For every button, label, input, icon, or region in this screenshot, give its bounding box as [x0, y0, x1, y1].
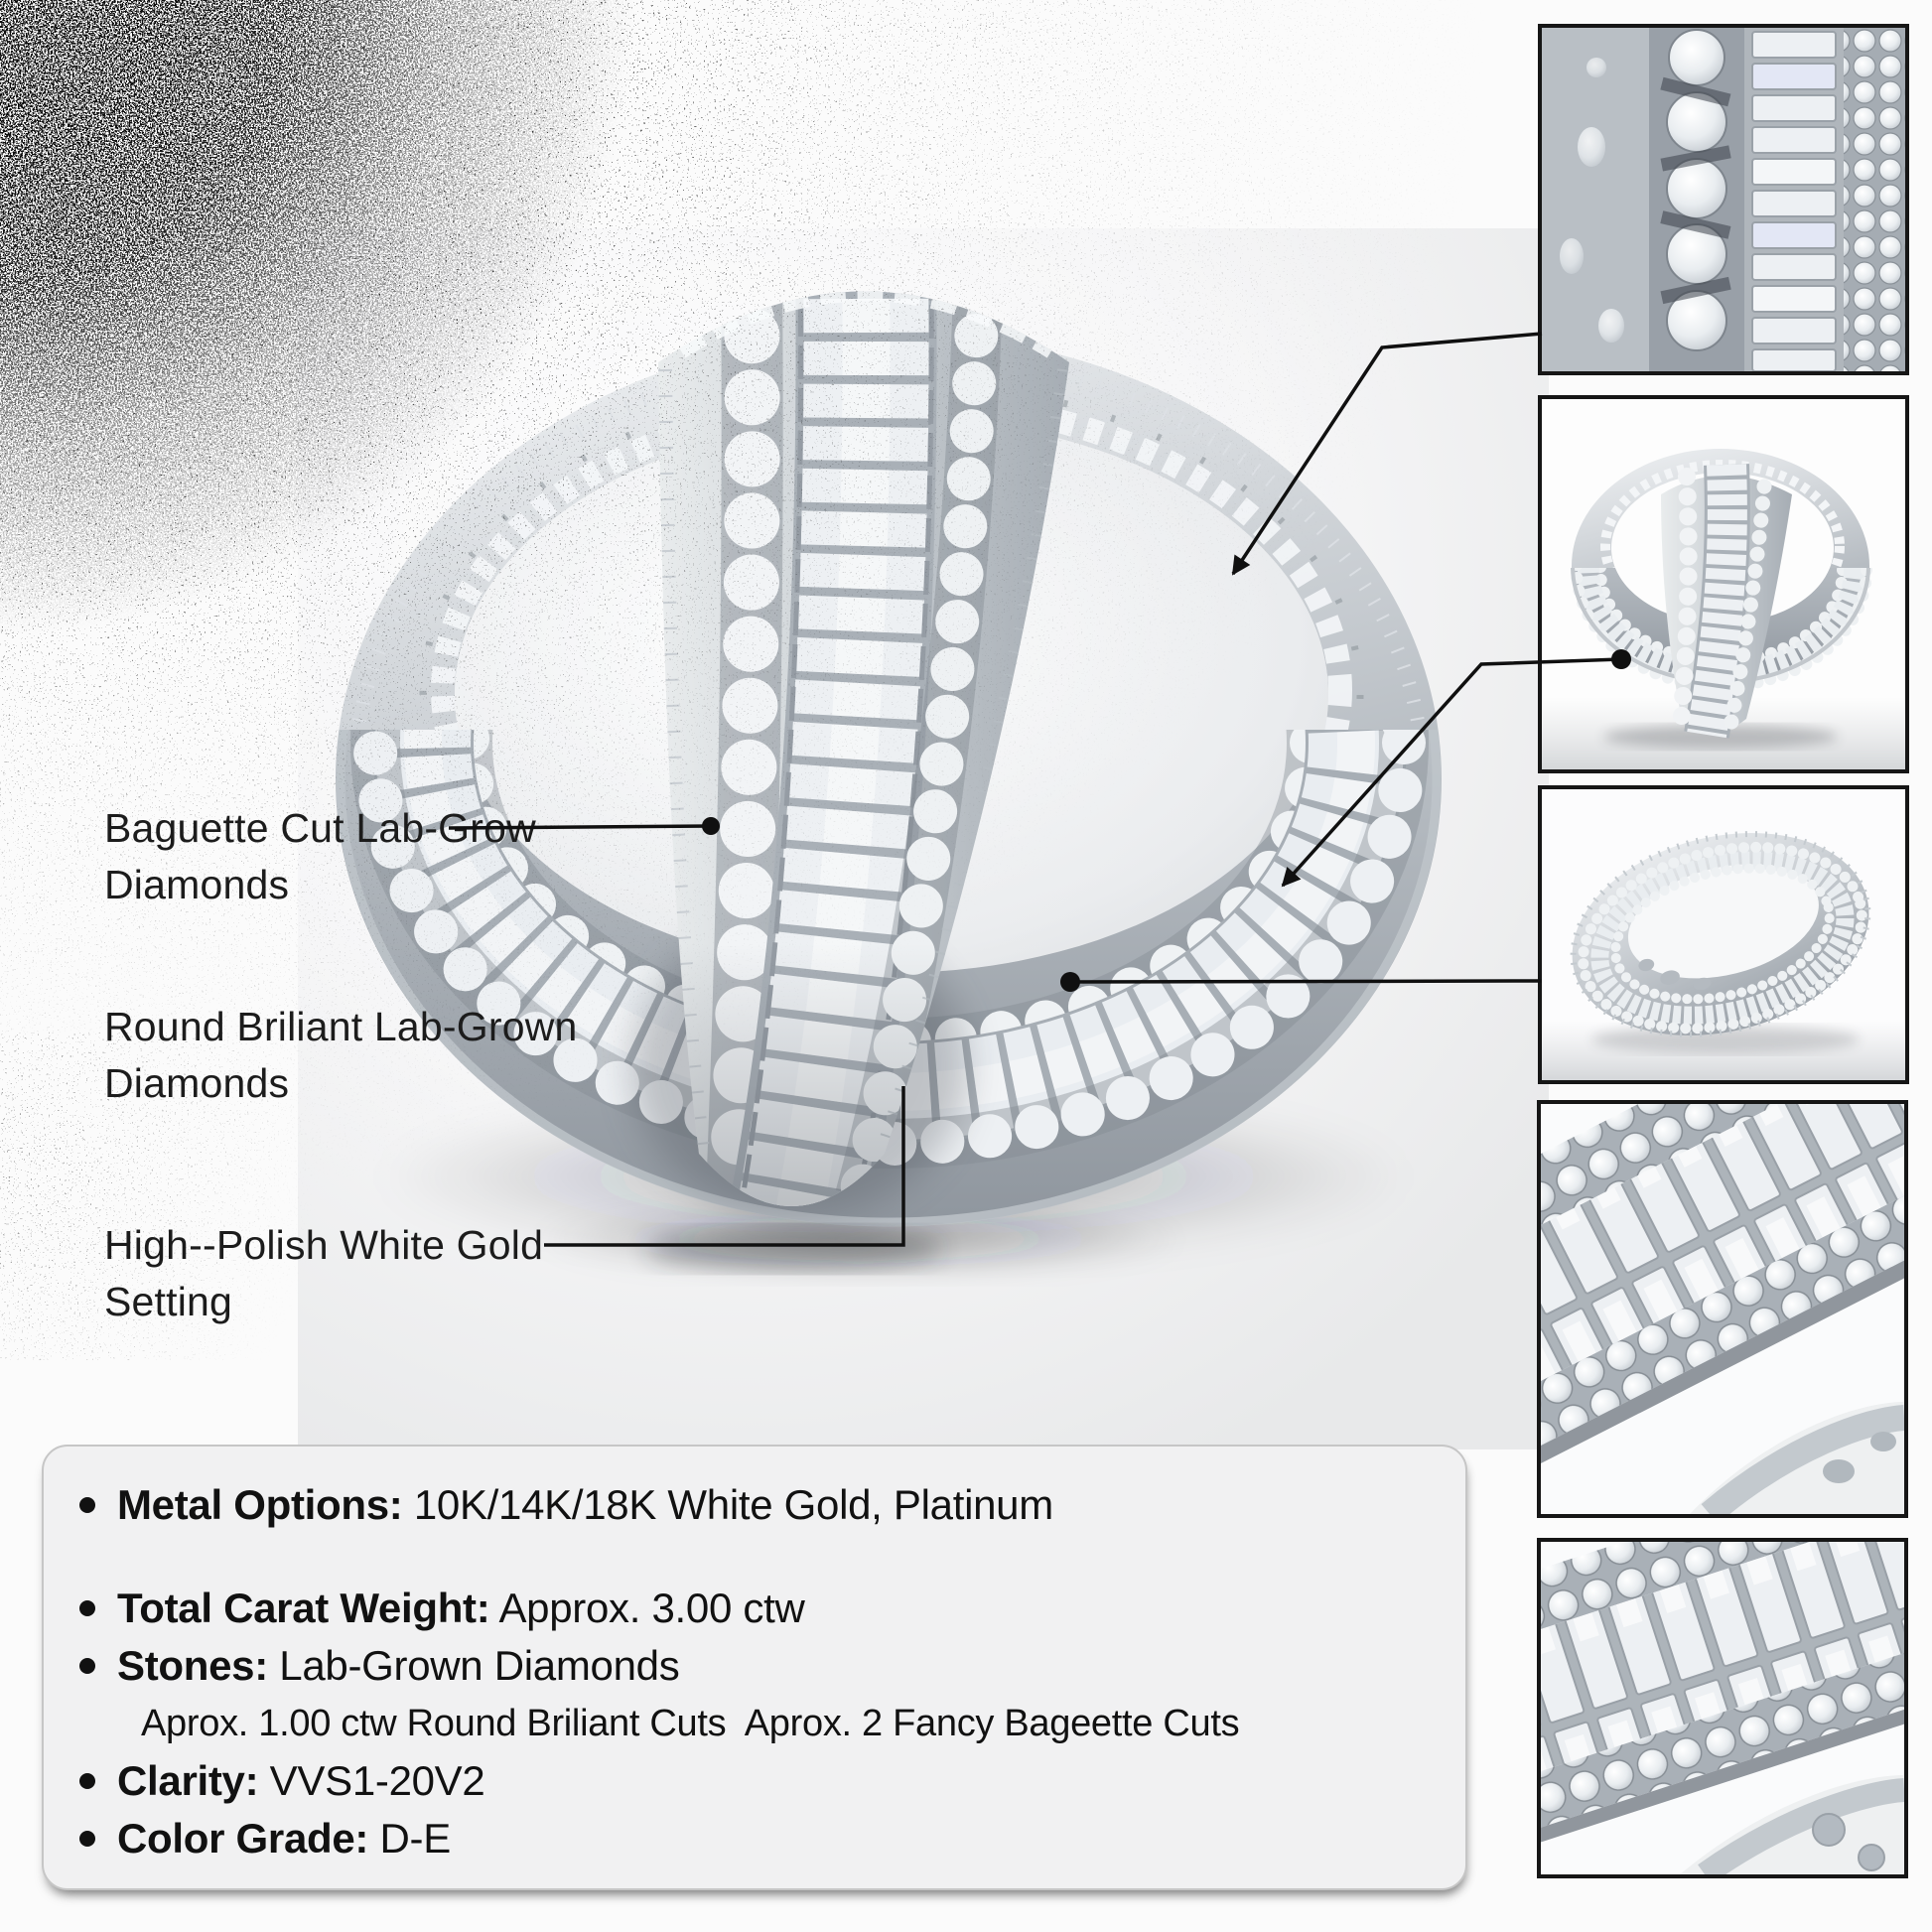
spec-value: Aprox. 1.00 ctw Round Briliant Cuts Aprox. 2 Fancy Bageette Cuts — [141, 1703, 1240, 1744]
spec-item-clarity — [44, 1752, 1449, 1810]
thumbnail-image — [1541, 1542, 1904, 1874]
spec-value: Approx. 3.00 ctw — [489, 1585, 805, 1631]
spec-value: D-E — [368, 1815, 451, 1862]
spec-item-stones — [44, 1637, 1449, 1695]
label-line: Baguette Cut Lab-Grow — [104, 805, 536, 851]
spec-value: 10K/14K/18K White Gold, Platinum — [402, 1481, 1053, 1528]
spec-label: Color Grade: — [117, 1815, 369, 1862]
spec-label: Clarity: — [117, 1757, 259, 1804]
spec-card — [42, 1445, 1467, 1890]
thumbnail-macro-band-diagonal — [1537, 1100, 1908, 1518]
callout-label-baguette — [104, 800, 536, 913]
spec-item-carat-weight — [44, 1580, 1449, 1637]
thumbnail-image — [1542, 789, 1905, 1080]
grain-core — [0, 0, 357, 308]
callout-label-round — [104, 999, 578, 1112]
spec-item-metal-options — [44, 1476, 1449, 1534]
thumbnail-image — [1542, 28, 1905, 371]
spec-item-stones-detail — [44, 1695, 1449, 1752]
thumbnail-single-band-angled — [1538, 785, 1909, 1084]
label-line: Round Briliant Lab-Grown — [104, 1004, 578, 1049]
thumbnail-image — [1542, 399, 1905, 769]
label-line: Diamonds — [104, 862, 290, 907]
label-line: Diamonds — [104, 1060, 290, 1106]
thumbnail-macro-band-diagonal-inner — [1537, 1538, 1908, 1878]
thumbnail-image — [1541, 1104, 1904, 1514]
spec-label: Stones: — [117, 1642, 268, 1689]
label-line: Setting — [104, 1279, 233, 1324]
label-line: High--Polish White Gold — [104, 1222, 544, 1268]
thumbnail-two-rings-interlocked — [1538, 395, 1909, 773]
callout-label-setting — [104, 1217, 543, 1330]
spec-list — [44, 1447, 1465, 1867]
spec-label: Metal Options: — [117, 1481, 403, 1528]
spec-value: VVS1-20V2 — [258, 1757, 485, 1804]
spec-item-color-grade — [44, 1810, 1449, 1867]
spec-label: Total Carat Weight: — [117, 1585, 490, 1631]
thumbnail-macro-closeup-band-front — [1538, 24, 1909, 375]
spec-value: Lab-Grown Diamonds — [267, 1642, 680, 1689]
